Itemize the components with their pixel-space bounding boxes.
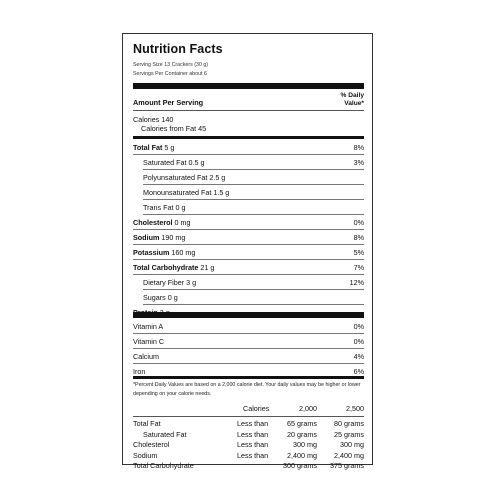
vitamin-daily-value: 0% bbox=[353, 336, 364, 346]
nutrient-amount: 190 mg bbox=[159, 232, 186, 242]
reference-cell: 65 grams bbox=[287, 419, 317, 428]
vitamin-name: Vitamin A bbox=[133, 321, 164, 331]
vitamin-name: Vitamin C bbox=[133, 336, 165, 346]
nutrient-label: Potassium bbox=[133, 247, 170, 257]
amount-per-serving-header: Amount Per Serving bbox=[133, 98, 204, 107]
nutrient-amount: 160 mg bbox=[169, 247, 196, 257]
reference-cell: 300 mg bbox=[340, 440, 364, 449]
vitamin-daily-value: 0% bbox=[353, 321, 364, 331]
reference-cell: Sodium bbox=[133, 450, 158, 460]
reference-header-cell: 2,000 bbox=[299, 404, 317, 413]
thick-divider bbox=[133, 312, 364, 318]
reference-header-cell: Calories bbox=[243, 404, 270, 413]
nutrient-row bbox=[133, 140, 364, 155]
reference-cell: 300 grams bbox=[283, 461, 317, 470]
daily-value-footnote: *Percent Daily Values are based on a 2,000 calorie diet. Your daily values may be higher or lower depending on your calorie needs. bbox=[133, 382, 361, 397]
thick-divider bbox=[133, 83, 364, 89]
nutrient-label: Polyunsaturated Fat 2.5 g bbox=[143, 172, 226, 182]
nutrient-name bbox=[143, 188, 229, 197]
reference-cell: 375 grams bbox=[330, 461, 364, 470]
nutrient-label: Cholesterol bbox=[133, 217, 173, 227]
nutrient-label: Trans Fat 0 g bbox=[143, 202, 186, 212]
nutrient-daily-value: 0% bbox=[353, 217, 364, 227]
servings-per-container: Servings Per Container about 6 bbox=[133, 71, 207, 77]
nutrient-row bbox=[133, 230, 364, 245]
nutrient-name bbox=[143, 158, 205, 167]
vitamin-daily-value: 4% bbox=[353, 351, 364, 361]
nutrient-label: Monounsaturated Fat 1.5 g bbox=[143, 187, 230, 197]
nutrient-row bbox=[133, 245, 364, 260]
nutrient-row bbox=[143, 200, 364, 215]
nutrient-row bbox=[133, 215, 364, 230]
nutrient-label: Sodium bbox=[133, 232, 160, 242]
reference-cell: 80 grams bbox=[334, 419, 364, 428]
nutrient-daily-value: 5% bbox=[353, 247, 364, 257]
nutrient-amount: 0 mg bbox=[172, 217, 191, 227]
nutrient-daily-value: 12% bbox=[349, 277, 364, 287]
reference-cell: Saturated Fat bbox=[143, 429, 187, 439]
nutrient-row bbox=[133, 260, 364, 275]
nutrition-facts-title: Nutrition Facts bbox=[133, 42, 223, 56]
reference-cell: Total Fat bbox=[133, 419, 161, 428]
nutrient-row bbox=[143, 185, 364, 200]
nutrient-row bbox=[143, 290, 364, 305]
reference-cell: 2,400 mg bbox=[287, 450, 317, 460]
vitamin-row bbox=[133, 319, 364, 334]
calories: Calories 140 bbox=[133, 115, 174, 124]
daily-value-header-line2: Value* bbox=[344, 99, 364, 107]
vitamin-daily-value: 6% bbox=[353, 367, 364, 376]
nutrient-row bbox=[143, 170, 364, 185]
daily-value-header-line1: % Daily bbox=[340, 92, 364, 99]
nutrient-row bbox=[143, 275, 364, 290]
nutrient-name bbox=[133, 143, 174, 152]
nutrient-daily-value: 7% bbox=[353, 262, 364, 272]
nutrient-label: Sugars 0 g bbox=[143, 292, 178, 302]
reference-cell: Less than bbox=[237, 440, 269, 449]
reference-table-divider bbox=[133, 416, 364, 417]
divider bbox=[133, 110, 364, 111]
nutrient-name bbox=[143, 173, 225, 182]
nutrient-amount: 21 g bbox=[198, 262, 215, 272]
reference-header-cell: 2,500 bbox=[346, 404, 364, 413]
nutrient-name bbox=[143, 278, 196, 287]
medium-divider bbox=[133, 136, 364, 139]
reference-cell: Less than bbox=[237, 419, 269, 428]
nutrient-amount: 5 g bbox=[162, 142, 175, 152]
nutrient-name bbox=[143, 293, 178, 302]
nutrient-label: Total Fat bbox=[133, 142, 163, 152]
vitamin-row bbox=[133, 334, 364, 349]
nutrition-facts-panel bbox=[122, 33, 373, 470]
daily-value-header bbox=[341, 92, 364, 107]
nutrient-name bbox=[133, 218, 191, 227]
reference-cell: 2,400 mg bbox=[334, 450, 364, 460]
nutrient-row bbox=[143, 155, 364, 170]
nutrient-daily-value: 8% bbox=[353, 232, 364, 242]
reference-cell: 20 grams bbox=[287, 429, 317, 439]
reference-cell: 25 grams bbox=[334, 429, 364, 439]
nutrient-daily-value: 8% bbox=[353, 142, 364, 152]
calories-from-fat: Calories from Fat 45 bbox=[141, 124, 207, 133]
medium-divider bbox=[133, 376, 364, 379]
nutrient-name bbox=[133, 248, 195, 257]
reference-cell: Total Carbohydrate bbox=[133, 461, 194, 470]
reference-cell: Cholesterol bbox=[133, 440, 170, 449]
nutrient-label: Total Carbohydrate bbox=[133, 262, 199, 272]
nutrient-label: Dietary Fiber 3 g bbox=[143, 277, 197, 287]
nutrient-daily-value: 3% bbox=[353, 157, 364, 167]
nutrient-name bbox=[133, 233, 185, 242]
reference-cell: Less than bbox=[237, 450, 269, 460]
nutrient-label: Saturated Fat 0.5 g bbox=[143, 157, 205, 167]
vitamin-name: Calcium bbox=[133, 351, 159, 361]
reference-cell: 300 mg bbox=[293, 440, 317, 449]
nutrient-name bbox=[133, 263, 214, 272]
nutrient-name bbox=[143, 203, 185, 212]
serving-size: Serving Size 13 Crackers (30 g) bbox=[133, 62, 209, 68]
reference-cell: Less than bbox=[237, 429, 269, 439]
vitamin-row bbox=[133, 349, 364, 364]
vitamin-name: Iron bbox=[133, 367, 146, 376]
